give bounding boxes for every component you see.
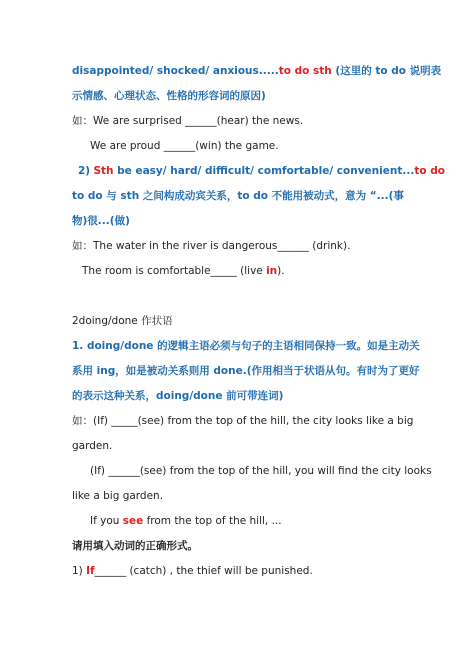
example-text-end: from the top of the hill, ... [143,515,282,527]
adjective-list-2: be easy/ hard/ difficult/ comfortable/ convenient... [113,165,415,177]
adjective-list: disappointed/ shocked/ anxious..... [72,65,279,77]
section3-example3 [90,514,282,528]
section2-line1 [78,164,445,178]
section2-line2: to do 与 sth 之间构成动宾关系，to do 不能用被动式，意为 “...(事 [72,190,404,202]
exercise-question-1 [72,564,313,578]
sth-highlight: Sth [93,165,114,177]
section3-rule-line1: 1. doing/done 的逻辑主语必须与句子的主语相同保持一致。如是主动关 [72,340,420,352]
section1-example1 [72,114,303,128]
section1-line2: 示情感、心理状态、性格的形容词的原因) [72,90,266,102]
question-text: ______ (catch) , the thief will be punished. [94,565,313,577]
to-do-sth-highlight: to do sth [278,65,332,77]
section3-example1-line1 [72,414,413,428]
section3-example2-line1: (If) ______(see) from the top of the hill, you will find the city looks [90,465,432,477]
example-text-end: ). [277,265,285,277]
see-highlight: see [122,515,144,527]
question-number: 1) [72,565,87,577]
section3-example2-line2: like a big garden. [72,490,164,502]
in-highlight: in [266,265,278,277]
section2-example2 [82,264,285,278]
example-text: The room is comfortable_____ (live [82,265,267,277]
to-do-highlight: to do [414,165,445,177]
example-text: If you [90,515,123,527]
example-sentence: (If) _____(see) from the top of the hill, the city looks like a big [93,415,414,427]
section3-rule-line2: 系用 ing，如是被动关系则用 done.(作用相当于状语从句。有时为了更好 [72,365,420,377]
section3-example1-line2: garden. [72,440,113,452]
example-prefix: 如： [72,115,93,127]
explanation-part1: (这里的 to do 说明表 [331,65,442,77]
section1-example2: We are proud ______(win) the game. [90,140,279,152]
section2-example1 [72,239,350,253]
example-sentence: The water in the river is dangerous______ (drink). [93,240,351,252]
section3-rule-line3: 的表示这种关系，doing/done 前可带连词) [72,390,284,402]
if-highlight: If [86,565,95,577]
section2-line3: 物)很...(做) [72,215,130,227]
section3-heading: 2doing/done 作状语 [72,315,173,327]
section1-line1 [72,64,441,78]
example-sentence: We are surprised ______(hear) the news. [93,115,304,127]
section2-number: 2) [78,165,91,177]
example-prefix: 如： [72,415,93,427]
example-prefix: 如： [72,240,93,252]
exercise-instruction: 请用填入动词的正确形式。 [72,540,198,552]
